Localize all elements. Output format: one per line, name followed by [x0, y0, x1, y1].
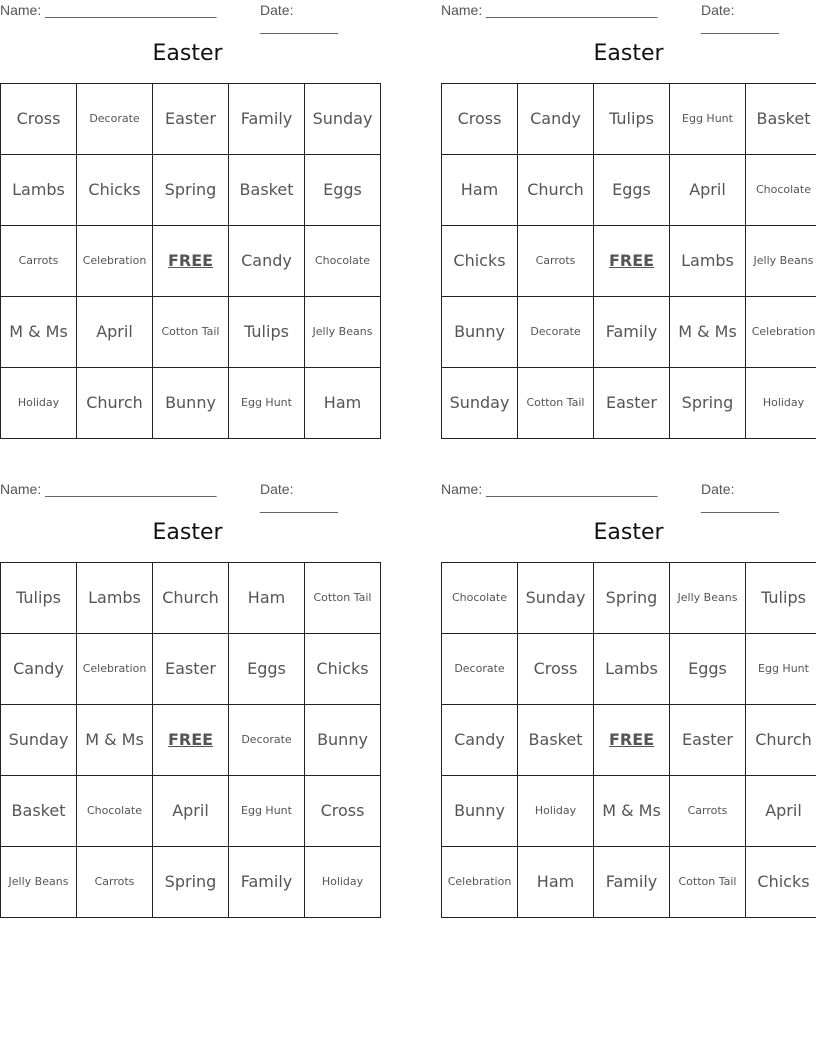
- bingo-cell: Church: [77, 368, 153, 439]
- grid-row: [1, 297, 381, 368]
- bingo-cell: M & Ms: [594, 776, 670, 847]
- bingo-cell: Family: [229, 84, 305, 155]
- name-date-row: [441, 0, 816, 34]
- free-space-cell: FREE: [594, 705, 670, 776]
- bingo-card-1: [0, 0, 375, 413]
- bingo-cell: Chocolate: [746, 155, 816, 226]
- grid-row: [442, 563, 816, 634]
- bingo-grid: [0, 83, 381, 439]
- free-space-cell: FREE: [153, 226, 229, 297]
- bingo-cell: Chicks: [305, 634, 381, 705]
- name-date-row: [0, 0, 375, 34]
- bingo-cell: Holiday: [305, 847, 381, 918]
- grid-row: [1, 776, 381, 847]
- grid-row: [1, 155, 381, 226]
- bingo-cell: Tulips: [594, 84, 670, 155]
- bingo-cell: Sunday: [305, 84, 381, 155]
- bingo-cell: Ham: [229, 563, 305, 634]
- name-date-row: [0, 479, 375, 513]
- bingo-cell: April: [153, 776, 229, 847]
- bingo-grid: [441, 562, 816, 918]
- bingo-cell: Chicks: [77, 155, 153, 226]
- bingo-cell: Carrots: [518, 226, 594, 297]
- bingo-cell: Bunny: [442, 297, 518, 368]
- name-field: Name: ______________________: [0, 2, 217, 18]
- bingo-cell: Cotton Tail: [518, 368, 594, 439]
- bingo-cell: Ham: [442, 155, 518, 226]
- grid-row: [1, 705, 381, 776]
- bingo-cell: Sunday: [442, 368, 518, 439]
- grid-row: [1, 226, 381, 297]
- grid-row: [442, 297, 816, 368]
- bingo-cell: Jelly Beans: [670, 563, 746, 634]
- bingo-cell: Tulips: [746, 563, 816, 634]
- bingo-cell: Family: [594, 297, 670, 368]
- grid-row: [442, 368, 816, 439]
- date-field: Date: __________: [260, 2, 338, 34]
- grid-row: [442, 847, 816, 918]
- grid-row: [442, 705, 816, 776]
- bingo-cell: Church: [746, 705, 816, 776]
- bingo-cell: Jelly Beans: [1, 847, 77, 918]
- bingo-cell: Family: [594, 847, 670, 918]
- bingo-cell: Cotton Tail: [153, 297, 229, 368]
- bingo-cell: Holiday: [746, 368, 816, 439]
- bingo-cell: M & Ms: [670, 297, 746, 368]
- bingo-cell: Celebration: [746, 297, 816, 368]
- bingo-cell: Egg Hunt: [229, 776, 305, 847]
- bingo-card-4: [441, 479, 816, 892]
- bingo-cell: April: [746, 776, 816, 847]
- bingo-cell: Lambs: [1, 155, 77, 226]
- bingo-cell: M & Ms: [77, 705, 153, 776]
- bingo-cell: Church: [153, 563, 229, 634]
- bingo-cell: Lambs: [77, 563, 153, 634]
- bingo-cell: Holiday: [518, 776, 594, 847]
- card-title: Easter: [152, 520, 223, 545]
- bingo-cell: Candy: [1, 634, 77, 705]
- bingo-cell: Holiday: [1, 368, 77, 439]
- bingo-cell: Chicks: [442, 226, 518, 297]
- grid-row: [442, 634, 816, 705]
- bingo-cell: April: [77, 297, 153, 368]
- grid-row: [442, 155, 816, 226]
- bingo-cell: Tulips: [229, 297, 305, 368]
- bingo-cell: Basket: [746, 84, 816, 155]
- card-title: Easter: [593, 41, 664, 66]
- bingo-cell: Egg Hunt: [670, 84, 746, 155]
- bingo-cell: Carrots: [670, 776, 746, 847]
- bingo-cell: Sunday: [518, 563, 594, 634]
- bingo-cell: Bunny: [153, 368, 229, 439]
- bingo-grid: [441, 83, 816, 439]
- date-field: Date: __________: [260, 481, 338, 513]
- bingo-cell: April: [670, 155, 746, 226]
- bingo-cell: Cross: [305, 776, 381, 847]
- bingo-cell: Eggs: [305, 155, 381, 226]
- bingo-cell: Lambs: [670, 226, 746, 297]
- bingo-cell: Lambs: [594, 634, 670, 705]
- bingo-cell: Eggs: [594, 155, 670, 226]
- date-field: Date: __________: [701, 2, 779, 34]
- grid-row: [1, 563, 381, 634]
- bingo-card-3: [0, 479, 375, 892]
- grid-row: [442, 84, 816, 155]
- bingo-cell: Tulips: [1, 563, 77, 634]
- bingo-cell: Candy: [229, 226, 305, 297]
- bingo-card-2: [441, 0, 816, 413]
- bingo-cell: Ham: [518, 847, 594, 918]
- bingo-cell: Cotton Tail: [670, 847, 746, 918]
- date-field: Date: __________: [701, 481, 779, 513]
- bingo-cell: Candy: [442, 705, 518, 776]
- bingo-cell: Spring: [594, 563, 670, 634]
- bingo-cell: Carrots: [77, 847, 153, 918]
- grid-row: [1, 847, 381, 918]
- bingo-cell: Chicks: [746, 847, 816, 918]
- bingo-cell: Easter: [153, 84, 229, 155]
- name-field: Name: ______________________: [441, 481, 658, 497]
- grid-row: [1, 368, 381, 439]
- grid-row: [1, 634, 381, 705]
- bingo-cell: Celebration: [77, 634, 153, 705]
- card-title: Easter: [593, 520, 664, 545]
- grid-row: [442, 776, 816, 847]
- bingo-cell: Celebration: [442, 847, 518, 918]
- bingo-cell: Basket: [229, 155, 305, 226]
- bingo-cell: Basket: [1, 776, 77, 847]
- bingo-cell: Egg Hunt: [746, 634, 816, 705]
- bingo-cell: Jelly Beans: [746, 226, 816, 297]
- bingo-cell: Eggs: [670, 634, 746, 705]
- bingo-cell: Basket: [518, 705, 594, 776]
- bingo-cell: Cross: [518, 634, 594, 705]
- bingo-cell: Family: [229, 847, 305, 918]
- bingo-cell: Church: [518, 155, 594, 226]
- bingo-grid: [0, 562, 381, 918]
- bingo-cell: Decorate: [442, 634, 518, 705]
- bingo-cell: Easter: [594, 368, 670, 439]
- bingo-cell: Spring: [153, 847, 229, 918]
- name-field: Name: ______________________: [441, 2, 658, 18]
- bingo-cell: Spring: [670, 368, 746, 439]
- card-title: Easter: [152, 41, 223, 66]
- bingo-cell: Bunny: [442, 776, 518, 847]
- grid-row: [1, 84, 381, 155]
- bingo-cell: Easter: [670, 705, 746, 776]
- bingo-cell: Decorate: [77, 84, 153, 155]
- bingo-cell: Spring: [153, 155, 229, 226]
- bingo-cell: Chocolate: [305, 226, 381, 297]
- bingo-cell: Ham: [305, 368, 381, 439]
- bingo-cell: Bunny: [305, 705, 381, 776]
- bingo-cell: Cross: [1, 84, 77, 155]
- bingo-cell: Chocolate: [77, 776, 153, 847]
- bingo-cell: Sunday: [1, 705, 77, 776]
- bingo-cell: Eggs: [229, 634, 305, 705]
- bingo-cell: Decorate: [518, 297, 594, 368]
- bingo-cell: Chocolate: [442, 563, 518, 634]
- bingo-cell: Candy: [518, 84, 594, 155]
- free-space-cell: FREE: [153, 705, 229, 776]
- bingo-cell: Easter: [153, 634, 229, 705]
- name-field: Name: ______________________: [0, 481, 217, 497]
- bingo-cell: Cross: [442, 84, 518, 155]
- free-space-cell: FREE: [594, 226, 670, 297]
- bingo-cell: Decorate: [229, 705, 305, 776]
- bingo-cell: Jelly Beans: [305, 297, 381, 368]
- bingo-cell: Carrots: [1, 226, 77, 297]
- bingo-cell: Egg Hunt: [229, 368, 305, 439]
- bingo-cell: Celebration: [77, 226, 153, 297]
- bingo-cell: Cotton Tail: [305, 563, 381, 634]
- grid-row: [442, 226, 816, 297]
- bingo-cell: M & Ms: [1, 297, 77, 368]
- name-date-row: [441, 479, 816, 513]
